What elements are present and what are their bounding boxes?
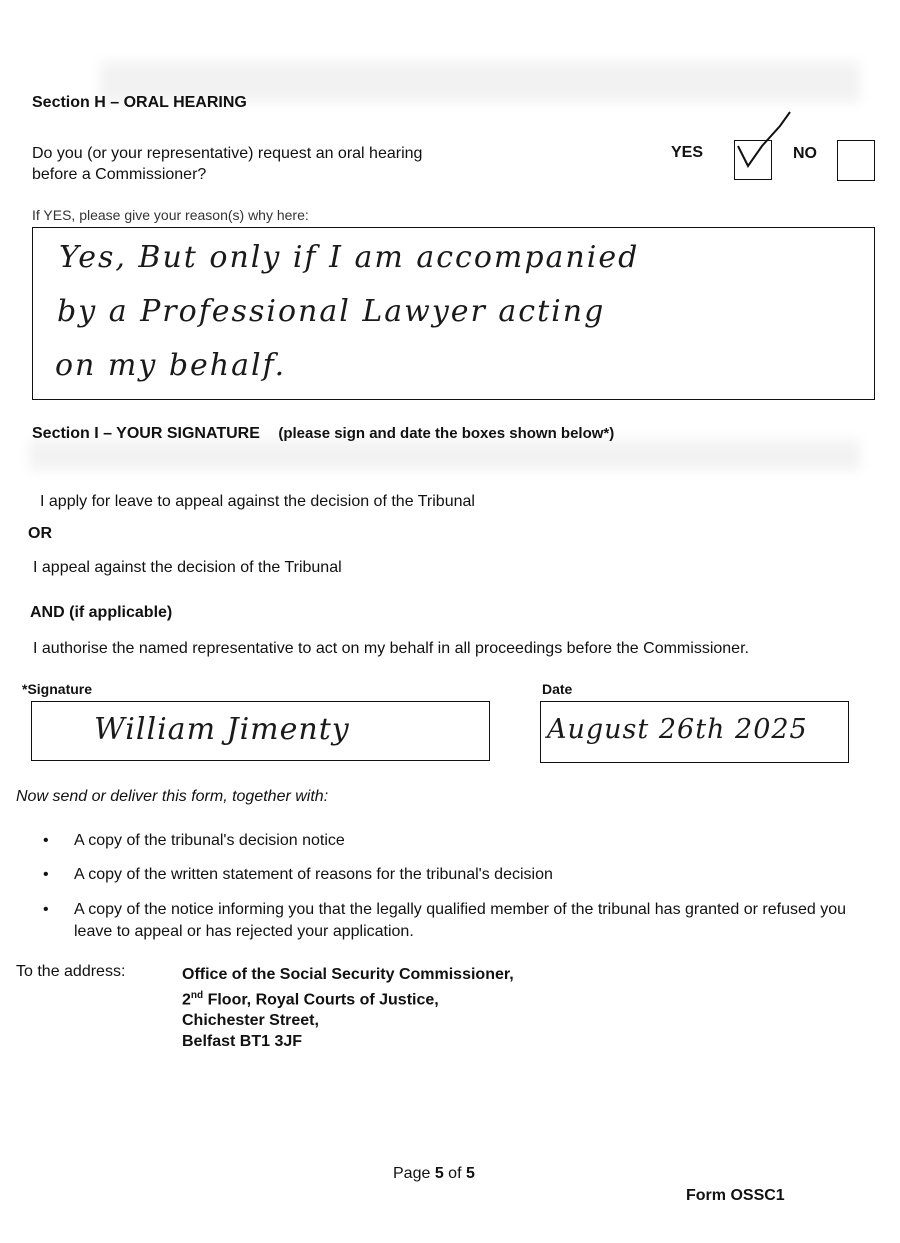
signature-handwritten: William Jimenty — [94, 712, 350, 747]
bullet-3: • — [43, 901, 49, 918]
appeal-text: I appeal against the decision of the Tribunal — [33, 559, 342, 576]
scan-smudge-mid — [30, 440, 860, 470]
page-mid: of — [443, 1165, 466, 1182]
address-line-3: Chichester Street, — [182, 1012, 319, 1030]
question-line-2: before a Commissioner? — [32, 166, 207, 183]
section-i-heading: Section I – YOUR SIGNATURE — [32, 425, 260, 442]
form-id: Form OSSC1 — [686, 1187, 785, 1204]
page-prefix: Page — [393, 1165, 435, 1182]
date-label: Date — [542, 681, 573, 697]
or-label: OR — [28, 525, 52, 542]
address-label: To the address: — [16, 963, 126, 980]
send-item-1: A copy of the tribunal's decision notice — [74, 832, 345, 849]
send-item-2: A copy of the written statement of reasons for the tribunal's decision — [74, 866, 553, 883]
section-h-title: Section H – ORAL HEARING — [32, 94, 247, 111]
page-current: 5 — [434, 1165, 444, 1182]
date-box[interactable] — [540, 701, 849, 763]
address-line-2: 2nd Floor, Royal Courts of Justice, — [182, 990, 439, 1009]
address-line-4: Belfast BT1 3JF — [182, 1033, 303, 1051]
reason-prompt: If YES, please give your reason(s) why here: — [32, 207, 309, 223]
question-line-1: Do you (or your representative) request an oral hearing — [32, 145, 423, 162]
oral-hearing-question — [32, 143, 422, 185]
section-i-instruction: (please sign and date the boxes shown below*) — [278, 425, 615, 442]
bullet-2: • — [43, 866, 49, 883]
authorise-text: I authorise the named representative to act on my behalf in all proceedings before the Commissioner. — [33, 640, 749, 657]
signature-label: *Signature — [22, 681, 93, 697]
no-label: NO — [793, 145, 817, 162]
reason-line-2: by a Professional Lawyer acting — [57, 294, 606, 329]
and-label: AND (if applicable) — [30, 604, 173, 621]
no-checkbox[interactable] — [837, 140, 875, 181]
reason-box[interactable] — [32, 227, 875, 400]
ordinal-suffix: nd — [190, 990, 204, 1001]
date-handwritten: August 26th 2025 — [547, 714, 808, 745]
section-i-title — [32, 425, 614, 443]
send-item-3: A copy of the notice informing you that the legally qualified member of the tribunal has granted or refused you leave to appeal or has rejected your application. — [74, 901, 847, 940]
reason-line-3: on my behalf. — [55, 348, 287, 383]
signature-box[interactable] — [31, 701, 490, 761]
reason-line-1: Yes, But only if I am accompanied — [59, 240, 640, 275]
yes-label: YES — [671, 144, 704, 161]
address-line-1: Office of the Social Security Commissioner, — [182, 966, 514, 983]
bullet-1: • — [43, 832, 49, 849]
apply-text: I apply for leave to appeal against the decision of the Tribunal — [40, 493, 475, 510]
address-block — [182, 964, 514, 1052]
page-total: 5 — [465, 1165, 475, 1182]
send-intro: Now send or deliver this form, together with: — [16, 788, 329, 805]
page-number — [393, 1165, 475, 1183]
